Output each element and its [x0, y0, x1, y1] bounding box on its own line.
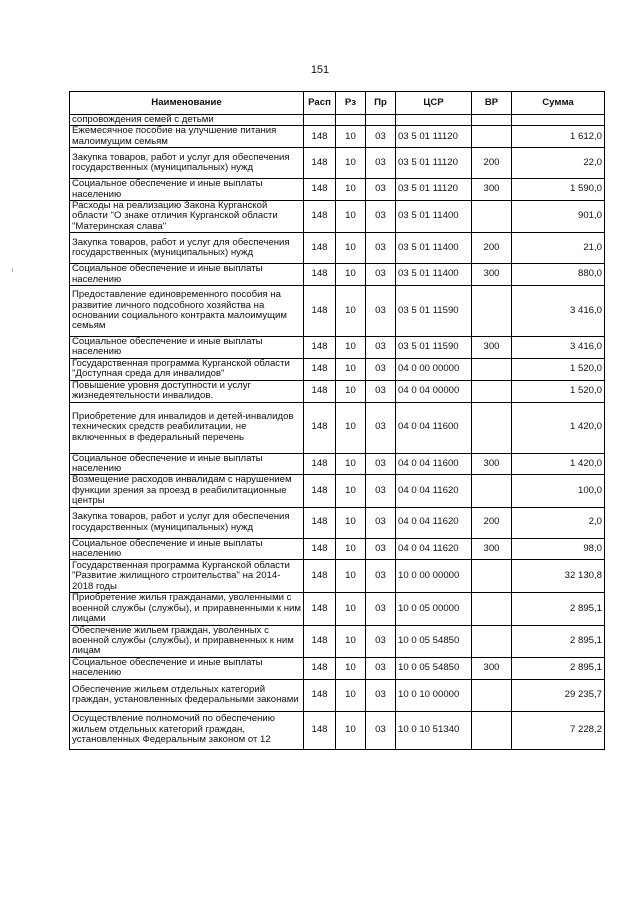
- row-name: Расходы на реализацию Закона Курганской области "О знаке отличия Курганской области "Материнская слава": [70, 201, 304, 233]
- margin-mark: [12, 268, 13, 272]
- row-vr: [472, 475, 512, 507]
- row-pr: 03: [366, 286, 396, 337]
- row-name: Социальное обеспечение и иные выплаты населению: [70, 538, 304, 560]
- row-vr: [472, 711, 512, 749]
- row-pr: 03: [366, 179, 396, 201]
- row-name: Закупка товаров, работ и услуг для обеспечения государственных (муниципальных) нужд: [70, 507, 304, 538]
- row-rz: 10: [336, 233, 366, 264]
- row-vr: 300: [472, 657, 512, 679]
- row-sum: 22,0: [512, 148, 605, 179]
- table-row: [70, 402, 605, 453]
- row-rz: 10: [336, 453, 366, 475]
- row-pr: 03: [366, 233, 396, 264]
- row-rasp: 148: [304, 233, 336, 264]
- row-vr: 200: [472, 148, 512, 179]
- row-rz: 10: [336, 657, 366, 679]
- row-pr: 03: [366, 380, 396, 402]
- row-sum: 3 416,0: [512, 286, 605, 337]
- row-name: Закупка товаров, работ и услуг для обеспечения государственных (муниципальных) нужд: [70, 233, 304, 264]
- row-sum: 32 130,8: [512, 560, 605, 593]
- row-sum: 1 420,0: [512, 402, 605, 453]
- row-rasp: 148: [304, 453, 336, 475]
- row-rz: 10: [336, 264, 366, 286]
- row-vr: 300: [472, 453, 512, 475]
- table-row: [70, 264, 605, 286]
- table-row: [70, 625, 605, 657]
- row-rz: 10: [336, 679, 366, 711]
- row-name: Возмещение расходов инвалидам с нарушением функции зрения за проезд в реабилитационные центры: [70, 475, 304, 507]
- table-row: [70, 148, 605, 179]
- row-name: Государственная программа Курганской области "Развитие жилищного строительства" на 2014-2018 годы: [70, 560, 304, 593]
- row-name: Ежемесячное пособие на улучшение питания малоимущим семьям: [70, 126, 304, 148]
- row-vr: [472, 380, 512, 402]
- row-vr: [472, 286, 512, 337]
- row-vr: 200: [472, 507, 512, 538]
- row-pr: 03: [366, 358, 396, 380]
- table-row: [70, 286, 605, 337]
- row-rasp: 148: [304, 538, 336, 560]
- row-pr: 03: [366, 679, 396, 711]
- row-rasp: 148: [304, 380, 336, 402]
- row-vr: [472, 625, 512, 657]
- row-vr: 300: [472, 179, 512, 201]
- row-rasp: 148: [304, 264, 336, 286]
- row-name: Предоставление единовременного пособия на развитие личного подсобного хозяйства на основании социального контракта малоимущим семьям: [70, 286, 304, 337]
- row-rasp: 148: [304, 337, 336, 359]
- row-csr: 04 0 04 11620: [396, 538, 472, 560]
- row-rz: 10: [336, 358, 366, 380]
- row-pr: 03: [366, 475, 396, 507]
- row-rz: 10: [336, 507, 366, 538]
- row-sum: 29 235,7: [512, 679, 605, 711]
- row-sum: 880,0: [512, 264, 605, 286]
- row-rz: 10: [336, 179, 366, 201]
- row-name: Обеспечение жильем граждан, уволенных с военной службы (службы), и приравненных к ним лицам: [70, 625, 304, 657]
- budget-table: [69, 91, 605, 750]
- row-name: Приобретение для инвалидов и детей-инвалидов технических средств реабилитации, не включенных в федеральный перечень: [70, 402, 304, 453]
- row-pr: 03: [366, 593, 396, 625]
- table-row: [70, 593, 605, 625]
- table-row: [70, 453, 605, 475]
- row-csr: 10 0 05 54850: [396, 625, 472, 657]
- row-sum: 2 895,1: [512, 657, 605, 679]
- row-name: Обеспечение жильем отдельных категорий граждан, установленных федеральными законами: [70, 679, 304, 711]
- row-csr: 04 0 04 00000: [396, 380, 472, 402]
- row-csr: 03 5 01 11120: [396, 148, 472, 179]
- row-vr: [472, 593, 512, 625]
- row-rz: 10: [336, 201, 366, 233]
- table-row: [70, 475, 605, 507]
- row-sum: 2 895,1: [512, 625, 605, 657]
- row-name: Повышение уровня доступности и услуг жизнедеятельности инвалидов.: [70, 380, 304, 402]
- row-pr: 03: [366, 453, 396, 475]
- row-sum: 2,0: [512, 507, 605, 538]
- row-name: Осуществление полномочий по обеспечению жильем отдельных категорий граждан, установленных Федеральным законом от 12: [70, 711, 304, 749]
- row-pr: 03: [366, 560, 396, 593]
- row-sum: 1 612,0: [512, 126, 605, 148]
- row-rz: 10: [336, 380, 366, 402]
- row-rasp: 148: [304, 358, 336, 380]
- row-vr: 300: [472, 264, 512, 286]
- row-rasp: 148: [304, 179, 336, 201]
- table-row: [70, 380, 605, 402]
- row-csr: 04 0 04 11620: [396, 475, 472, 507]
- row-vr: [472, 679, 512, 711]
- row-rasp: 148: [304, 402, 336, 453]
- row-rasp: 148: [304, 126, 336, 148]
- row-vr: [472, 402, 512, 453]
- row-rz: 10: [336, 625, 366, 657]
- row-pr: 03: [366, 148, 396, 179]
- row-pr: 03: [366, 201, 396, 233]
- row-pr: 03: [366, 507, 396, 538]
- header-csr: ЦСР: [396, 92, 472, 115]
- table-row: [70, 179, 605, 201]
- row-rasp: 148: [304, 625, 336, 657]
- row-rasp: 148: [304, 507, 336, 538]
- row-csr: 10 0 05 54850: [396, 657, 472, 679]
- row-pr: 03: [366, 126, 396, 148]
- page-number: 151: [310, 64, 330, 76]
- row-csr: 10 0 05 00000: [396, 593, 472, 625]
- row-name: Социальное обеспечение и иные выплаты населению: [70, 453, 304, 475]
- row-sum: 1 520,0: [512, 358, 605, 380]
- row-pr: 03: [366, 625, 396, 657]
- row-sum: 1 420,0: [512, 453, 605, 475]
- row-name: Социальное обеспечение и иные выплаты населению: [70, 179, 304, 201]
- row-rz: 10: [336, 711, 366, 749]
- row-csr: 03 5 01 11590: [396, 337, 472, 359]
- row-rasp: 148: [304, 679, 336, 711]
- row-name: Государственная программа Курганской области "Доступная среда для инвалидов": [70, 358, 304, 380]
- row-sum: 98,0: [512, 538, 605, 560]
- row-pr: 03: [366, 538, 396, 560]
- row-sum: 21,0: [512, 233, 605, 264]
- row-rz: 10: [336, 148, 366, 179]
- row-csr: 03 5 01 11400: [396, 201, 472, 233]
- row-vr: [472, 201, 512, 233]
- row-rz: 10: [336, 538, 366, 560]
- header-vr: ВР: [472, 92, 512, 115]
- row-csr: 04 0 00 00000: [396, 358, 472, 380]
- row-sum: 901,0: [512, 201, 605, 233]
- row-sum: 100,0: [512, 475, 605, 507]
- row-csr: 03 5 01 11590: [396, 286, 472, 337]
- row-vr: [472, 560, 512, 593]
- row-pr: 03: [366, 711, 396, 749]
- header-name: Наименование: [70, 92, 304, 115]
- row-rasp: 148: [304, 475, 336, 507]
- table-row: [70, 358, 605, 380]
- table-row: [70, 126, 605, 148]
- row-vr: 300: [472, 538, 512, 560]
- row-vr: [472, 358, 512, 380]
- table-row: [70, 201, 605, 233]
- row-rasp: 148: [304, 560, 336, 593]
- table-row: [70, 337, 605, 359]
- row-rasp: 148: [304, 148, 336, 179]
- row-pr: 03: [366, 337, 396, 359]
- row-csr: 03 5 01 11120: [396, 179, 472, 201]
- table-row: [70, 711, 605, 749]
- row-pr: 03: [366, 264, 396, 286]
- row-name: Закупка товаров, работ и услуг для обеспечения государственных (муниципальных) нужд: [70, 148, 304, 179]
- row-rz: 10: [336, 475, 366, 507]
- row-pr: 03: [366, 657, 396, 679]
- row-name: Социальное обеспечение и иные выплаты населению: [70, 657, 304, 679]
- continuation-text: сопровождения семей с детьми: [70, 115, 304, 126]
- row-rasp: 148: [304, 201, 336, 233]
- row-sum: 1 520,0: [512, 380, 605, 402]
- row-csr: 03 5 01 11400: [396, 233, 472, 264]
- row-rz: 10: [336, 337, 366, 359]
- row-name: Социальное обеспечение и иные выплаты населению: [70, 337, 304, 359]
- row-name: Социальное обеспечение и иные выплаты населению: [70, 264, 304, 286]
- table-row: [70, 507, 605, 538]
- row-csr: 03 5 01 11400: [396, 264, 472, 286]
- header-row: [70, 92, 605, 115]
- row-rz: 10: [336, 593, 366, 625]
- table-row: [70, 560, 605, 593]
- row-vr: 200: [472, 233, 512, 264]
- row-sum: 7 228,2: [512, 711, 605, 749]
- row-rasp: 148: [304, 593, 336, 625]
- row-vr: [472, 126, 512, 148]
- row-csr: 04 0 04 11620: [396, 507, 472, 538]
- row-csr: 10 0 10 51340: [396, 711, 472, 749]
- row-pr: 03: [366, 402, 396, 453]
- row-csr: 10 0 00 00000: [396, 560, 472, 593]
- row-rasp: 148: [304, 286, 336, 337]
- row-csr: 04 0 04 11600: [396, 402, 472, 453]
- row-sum: 2 895,1: [512, 593, 605, 625]
- row-rz: 10: [336, 402, 366, 453]
- row-csr: 10 0 10 00000: [396, 679, 472, 711]
- row-csr: 04 0 04 11600: [396, 453, 472, 475]
- header-pr: Пр: [366, 92, 396, 115]
- header-rasp: Расп: [304, 92, 336, 115]
- table-row: [70, 233, 605, 264]
- header-rz: Рз: [336, 92, 366, 115]
- row-rasp: 148: [304, 711, 336, 749]
- row-csr: 03 5 01 11120: [396, 126, 472, 148]
- row-sum: 1 590,0: [512, 179, 605, 201]
- table-row: [70, 657, 605, 679]
- row-vr: 300: [472, 337, 512, 359]
- header-sum: Сумма: [512, 92, 605, 115]
- continuation-row: [70, 115, 605, 126]
- table-row: [70, 679, 605, 711]
- row-rz: 10: [336, 126, 366, 148]
- row-rasp: 148: [304, 657, 336, 679]
- row-sum: 3 416,0: [512, 337, 605, 359]
- row-name: Приобретение жилья гражданами, уволенными с военной службы (службы), и приравненными к ним лицами: [70, 593, 304, 625]
- table-row: [70, 538, 605, 560]
- row-rz: 10: [336, 560, 366, 593]
- row-rz: 10: [336, 286, 366, 337]
